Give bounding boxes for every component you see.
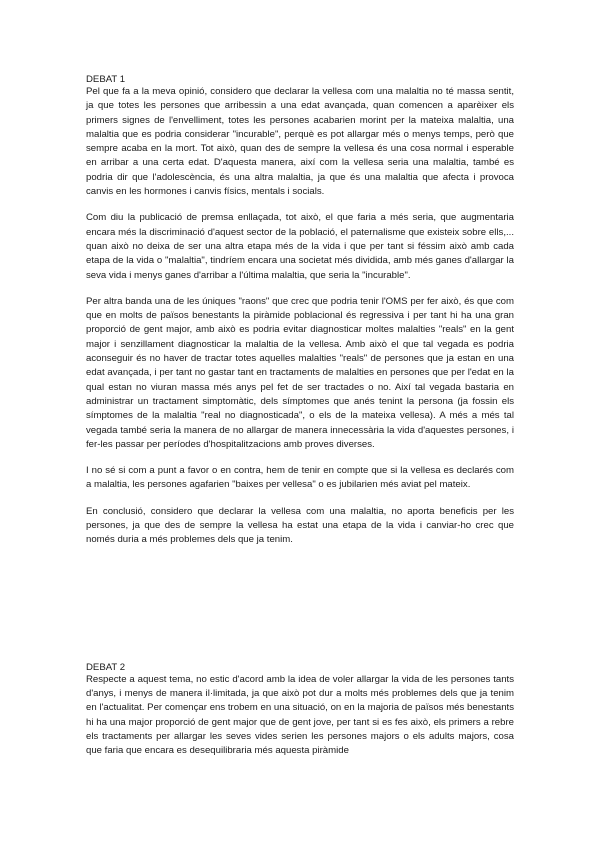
debate-2-paragraph-1: Respecte a aquest tema, no estic d'acord amb la idea de voler allargar la vida de les persones tants d'anys, i menys de manera il·limitada, ja que això pot dur a molts més problemes dels que ja tenim en l'actualitat. Per començar ens trobem en una situació, on en la majoria de països més benestants hi ha una major proporció de gent major que de gent jove, per tant si es fes això, els primers a rebre els tractaments per allargar les seves vides serien les persones majors o els adults majors, cosa que faria que encara es desequilibraria més aquesta piràmide	[86, 673, 514, 757]
debate-2-title: DEBAT 2	[86, 661, 126, 673]
debate-2-section	[86, 662, 514, 759]
debate-1-section	[86, 74, 514, 548]
debate-1-paragraph-1: Pel que fa a la meva opinió, considero que declarar la vellesa com una malaltia no té massa sentit, ja que totes les persones que arribessin a una edat avançada, quan comencen a aparèixer els primers signes de l'envelliment, totes les persones acabarien morint per la mateixa malaltia, una malaltia que es podria considerar "incurable", perquè es pot allargar més o menys temps, però que sempre acaba en la mort. Tot això, quan des de sempre la vellesa és una cosa normal i esperable en arribar a una certa edat. D'aquesta manera, així com la vellesa seria una malaltia, també es podria dir que l'adolescència, és una altra malaltia, ja que és una malaltia que afecta i provoca canvis en les hormones i canvis físics, mentals i socials.	[86, 86, 514, 198]
debate-1-paragraph-4: I no sé si com a punt a favor o en contra, hem de tenir en compte que si la vellesa es declarés com a malaltia, les persones agafarien "baixes per vellesa" o es jubilarien més aviat pel mateix.	[86, 465, 514, 491]
debate-1-title: DEBAT 1	[86, 74, 126, 85]
debate-1-paragraph-5: En conclusió, considero que declarar la vellesa com una malaltia, no aporta beneficis per les persones, ja que des de sempre la vellesa ha estat una etapa de la vida i canviar-ho crec que només duria a més problemes dels que ja tenim.	[86, 505, 514, 546]
section-gap	[86, 560, 514, 662]
debate-1-paragraph-3: Per altra banda una de les úniques "raons" que crec que podria tenir l'OMS per fer això, és que com que en molts de països benestants la piràmide poblacional és regressiva i per tant hi ha una gran proporció de gent major, amb això es podria evitar diagnosticar moltes malalties "reals" en la gent major i senzillament diagnosticar la malaltia de la vellesa. Amb això el que tal vegada es podria aconseguir és no haver de tractar totes aquelles malalties "reals" de persones que ja estan en una edat avançada, i per tant no gastar tant en tractaments de malalties en persones que per l'edat en la qual estan no viuran massa més anys pel fet de ser tractades o no. Així tal vegada bastaria en administrar un tractament simptomàtic, dels símptomes que anés tenint la persona (ja fossin els símptomes de la malaltia "real no diagnosticada", o els de la mateixa vellesa). A més a més tal vegada també seria la manera de no allargar de manera innecessària la vida d'aquestes persones, i fer-les passar per períodes d'hospitalitzacions amb proves diverses.	[86, 295, 514, 450]
document-page	[86, 74, 514, 770]
debate-1-paragraph-2: Com diu la publicació de premsa enllaçada, tot això, el que faria a més seria, que augmentaria encara més la discriminació d'aquest sector de la població, el paternalisme que existeix sobre ells,... quan això no deixa de ser una altra etapa més de la vida i que per tant si féssim això amb cada etapa de la vida o "malaltia", tindríem encara una societat més dividida, amb més ganes d'allargar la seva vida i menys ganes d'arribar a l'última malaltia, que seria la "incurable".	[86, 212, 514, 281]
